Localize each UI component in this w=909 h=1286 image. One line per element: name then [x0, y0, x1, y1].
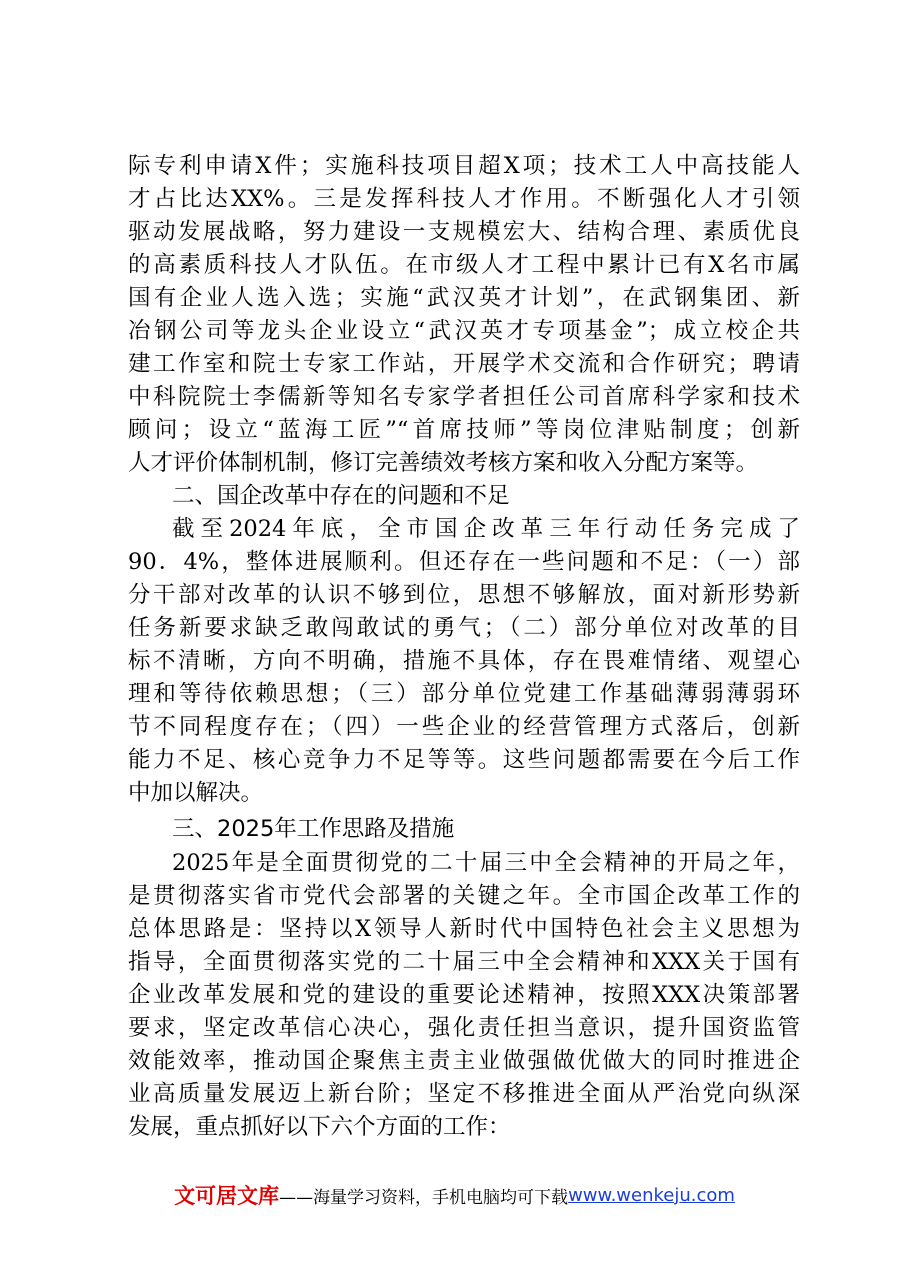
body-text-line: 90．4%，整体进展顺利。但还存在一些问题和不足：（一）部	[128, 549, 800, 575]
body-text-line: 中加以解决。	[128, 780, 264, 806]
body-text-line: 企业改革发展和党的建设的重要论述精神，按照XXX决策部署	[128, 982, 800, 1008]
body-text-line: 要求，坚定改革信心决心，强化责任担当意识，提升国资监管	[128, 1015, 800, 1041]
body-text-line: 分干部对改革的认识不够到位，思想不够解放，面对新形势新	[128, 582, 800, 608]
body-text-line: 发展，重点抓好以下六个方面的工作：	[128, 1114, 511, 1140]
body-text-line: 指导，全面贯彻落实党的二十届三中全会精神和XXX关于国有	[128, 949, 800, 975]
body-text-line: 效能效率，推动国企聚焦主责主业做强做优做大的同时推进企	[128, 1048, 800, 1074]
body-text-line: 截至2024年底，全市国企改革三年行动任务完成了	[172, 516, 800, 542]
body-text-line: 顾问；设立“蓝海工匠”“首席技师”等岗位津贴制度；创新	[128, 417, 800, 443]
body-text-line: 总体思路是：坚持以X领导人新时代中国特色社会主义思想为	[128, 916, 800, 942]
body-text-line: 的高素质科技人才队伍。在市级人才工程中累计已有X名市属	[128, 252, 800, 278]
body-text-line: 能力不足、核心竞争力不足等等。这些问题都需要在今后工作	[128, 747, 800, 773]
website-link[interactable]: www.wenkeju.com	[568, 1184, 735, 1206]
body-text-line: 际专利申请X件；实施科技项目超X项；技术工人中高技能人	[128, 153, 800, 179]
body-text-line: 建工作室和院士专家工作站，开展学术交流和合作研究；聘请	[128, 351, 800, 377]
footer-tagline: ——海量学习资料，手机电脑均可下载	[279, 1187, 569, 1208]
brand-name: 文可居文库	[174, 1184, 280, 1208]
body-text-line: 国有企业人选入选；实施“武汉英才计划”，在武钢集团、新	[128, 285, 800, 311]
section-heading-3: 三、2025年工作思路及措施	[172, 816, 455, 842]
body-text-line: 才占比达XX%。三是发挥科技人才作用。不断强化人才引领	[128, 186, 800, 212]
body-text-line: 业高质量发展迈上新台阶；坚定不移推进全面从严治党向纵深	[128, 1081, 800, 1107]
body-text-line: 任务新要求缺乏敢闯敢试的勇气；（二）部分单位对改革的目	[128, 615, 800, 641]
body-text-line: 是贯彻落实省市党代会部署的关键之年。全市国企改革工作的	[128, 883, 800, 909]
footer-banner	[0, 1177, 909, 1213]
body-text-line: 2025年是全面贯彻党的二十届三中全会精神的开局之年，	[172, 850, 800, 876]
body-text-line: 人才评价体制机制，修订完善绩效考核方案和收入分配方案等。	[128, 450, 759, 476]
body-text-line: 节不同程度存在；（四）一些企业的经营管理方式落后，创新	[128, 714, 800, 740]
body-text-line: 理和等待依赖思想；（三）部分单位党建工作基础薄弱薄弱环	[128, 681, 800, 707]
body-text-line: 标不清晰，方向不明确，措施不具体，存在畏难情绪、观望心	[128, 648, 800, 674]
body-text-line: 冶钢公司等龙头企业设立“武汉英才专项基金”；成立校企共	[128, 318, 800, 344]
body-text-line: 中科院院士李儒新等知名专家学者担任公司首席科学家和技术	[128, 384, 800, 410]
section-heading-2: 二、国企改革中存在的问题和不足	[172, 483, 510, 509]
body-text-line: 驱动发展战略，努力建设一支规模宏大、结构合理、素质优良	[128, 219, 800, 245]
